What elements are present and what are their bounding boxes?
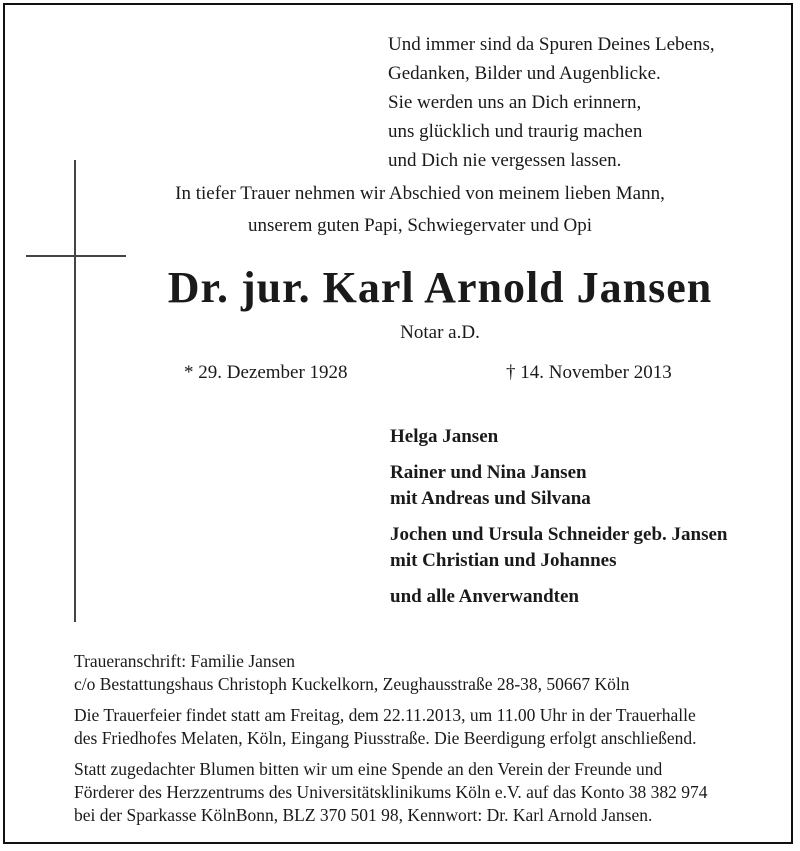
footer-line: Statt zugedachter Blumen bitten wir um eine Spende an den Verein der Freunde und [74, 759, 663, 779]
mourners-list [390, 424, 728, 620]
footer-line: Traueranschrift: Familie Jansen [74, 651, 295, 671]
mourner-line: und alle Anverwandten [390, 586, 579, 607]
deceased-profession: Notar a.D. [400, 322, 480, 343]
donation-info [74, 758, 774, 827]
deceased-name: Dr. jur. Karl Arnold Jansen [167, 263, 713, 312]
poem-line: und Dich nie vergessen lassen. [388, 150, 622, 171]
mourning-address [74, 650, 774, 696]
footer-line: Die Trauerfeier findet statt am Freitag, dem 22.11.2013, um 11.00 Uhr in der Trauerhalle [74, 705, 696, 725]
intro-text [120, 178, 720, 242]
poem-line: Sie werden uns an Dich erinnern, [388, 92, 642, 113]
ceremony-info [74, 704, 774, 750]
footer-line: Förderer des Herzzentrums des Universitätsklinikums Köln e.V. auf das Konto 38 382 974 [74, 782, 708, 802]
mourner-group [390, 460, 728, 512]
birth-date: * 29. Dezember 1928 [184, 362, 348, 383]
footer-line: bei der Sparkasse KölnBonn, BLZ 370 501 98, Kennwort: Dr. Karl Arnold Jansen. [74, 805, 653, 825]
mourner-line: Jochen und Ursula Schneider geb. Jansen [390, 524, 728, 545]
footer-info [74, 650, 774, 835]
footer-line: des Friedhofes Melaten, Köln, Eingang Piusstraße. Die Beerdigung erfolgt anschließend. [74, 728, 697, 748]
poem-line: Und immer sind da Spuren Deines Lebens, [388, 34, 715, 55]
mourner-group [390, 522, 728, 574]
cross-icon-horizontal [26, 255, 126, 257]
mourner-group [390, 424, 728, 450]
mourner-line: mit Christian und Johannes [390, 550, 617, 571]
cross-icon-vertical [74, 160, 76, 622]
footer-line: c/o Bestattungshaus Christoph Kuckelkorn, Zeughausstraße 28-38, 50667 Köln [74, 674, 630, 694]
mourner-group [390, 584, 728, 610]
death-date: † 14. November 2013 [506, 362, 672, 383]
mourner-line: Rainer und Nina Jansen [390, 462, 587, 483]
poem [388, 30, 715, 175]
intro-line: In tiefer Trauer nehmen wir Abschied von meinem lieben Mann, [175, 183, 665, 204]
intro-line: unserem guten Papi, Schwiegervater und Opi [247, 215, 593, 236]
poem-line: Gedanken, Bilder und Augenblicke. [388, 63, 661, 84]
poem-line: uns glücklich und traurig machen [388, 121, 643, 142]
mourner-line: mit Andreas und Silvana [390, 488, 591, 509]
mourner-line: Helga Jansen [390, 426, 499, 447]
